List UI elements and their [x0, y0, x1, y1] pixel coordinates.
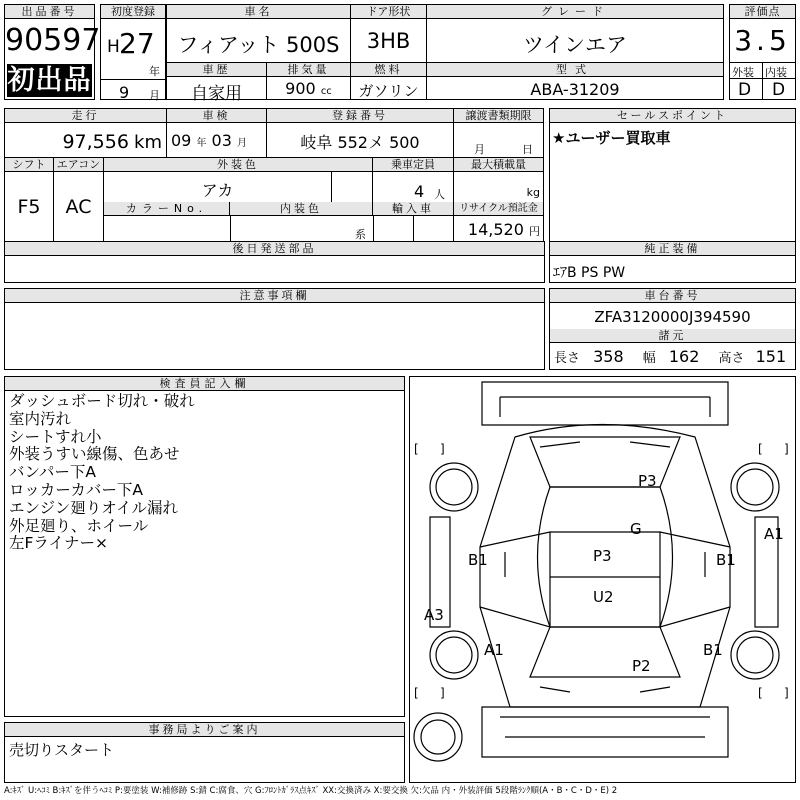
model-box: [426, 62, 724, 100]
transfer-day-unit: 日: [522, 143, 533, 156]
inspection-box: [166, 108, 267, 158]
length-label: 長さ: [554, 351, 581, 366]
inspector-line: ダッシュボード切れ・破れ: [9, 392, 195, 410]
exterior-score-label: 外装: [732, 66, 754, 79]
score-label: 評価点: [730, 5, 795, 19]
svg-text:[: [: [758, 442, 763, 456]
recycle-label: リサイクル預託金: [454, 202, 543, 216]
grade-box: [426, 4, 724, 63]
lot-box: [4, 4, 101, 100]
inspection-label: 車検: [167, 109, 266, 123]
svg-text:]: ]: [784, 686, 789, 700]
chassis-box: [549, 288, 796, 370]
interior-color-label: 内装色: [230, 202, 373, 216]
lot-label: 出品番号: [5, 5, 94, 19]
door-value: 3HB: [366, 29, 411, 53]
inspector-lines: [5, 391, 404, 553]
office-notice-value: 売切りスタート: [9, 741, 115, 759]
transfer-box: [453, 108, 544, 158]
displacement-label: 排気量: [267, 63, 350, 77]
model-value: ABA-31209: [530, 80, 620, 99]
damage-mark-right-door: B1: [716, 551, 736, 569]
inspector-line: バンパー下A: [9, 463, 97, 482]
transfer-month-unit: 月: [474, 143, 485, 156]
genuine-equipment-box: [549, 241, 796, 283]
car-name-value: フィアット 500S: [177, 33, 340, 57]
recycle-unit: 円: [529, 225, 540, 238]
exterior-score: D: [738, 80, 752, 100]
first-reg-month: 9: [119, 83, 130, 102]
height-label: 高さ: [718, 351, 745, 366]
wheel-front-right: [731, 463, 779, 511]
car-history-label: 車歴: [167, 63, 266, 77]
inspection-year: 09: [171, 131, 192, 150]
inspection-year-unit: 年: [196, 138, 207, 149]
first-registration-box: [100, 4, 166, 100]
condition-diagram: [409, 376, 796, 783]
svg-text:]: ]: [440, 686, 445, 700]
svg-text:[: [: [414, 686, 419, 700]
first-listing-badge: 初出品: [7, 65, 92, 96]
chassis-label: 車台番号: [550, 289, 795, 303]
max-load-unit: kg: [526, 186, 540, 199]
car-outline-diagram: [410, 377, 795, 782]
car-name-box: [166, 4, 351, 63]
fuel-label: 燃料: [351, 63, 426, 77]
selling-point-value: ★ユーザー買取車: [552, 129, 671, 147]
mileage-label: 走行: [5, 109, 166, 123]
mileage-box: [4, 108, 167, 158]
wheel-front-left: [430, 463, 478, 511]
genuine-equipment-label: 純正装備: [550, 242, 795, 256]
fuel-box: [350, 62, 427, 100]
damage-mark-right-rear: B1: [703, 641, 723, 659]
registration-value: 岐阜 552メ 500: [300, 133, 420, 152]
office-notice-box: [4, 722, 405, 783]
office-notice-label: 事務局よりご案内: [5, 723, 404, 737]
inspector-line: シートすれ小: [9, 427, 102, 446]
mileage-value: 97,556: [62, 131, 129, 153]
fuel-value: ガソリン: [358, 82, 419, 100]
svg-text:[: [: [414, 442, 419, 456]
damage-mark-hood: P3: [638, 472, 657, 490]
inspector-label: 検査員記入欄: [5, 377, 404, 391]
wheel-spare: [414, 713, 462, 761]
registration-box: [266, 108, 454, 158]
svg-text:[: [: [758, 686, 763, 700]
score-value: 3.5: [734, 24, 791, 57]
chassis-value: ZFA3120000J394590: [594, 308, 751, 326]
aircon-value: AC: [65, 196, 92, 218]
inspector-line: 左Fライナー×: [9, 534, 108, 553]
legend-text: A:ｷｽﾞ U:ﾍｺﾐ B:ｷｽﾞを伴うﾍｺﾐ P:要塗装 W:補修跡 S:錆 C:腐食、穴 G:ﾌﾛﾝﾄｶﾞﾗｽ点ｷｽﾞ XX:交換済み X:要交換 欠:欠品 内・外装評価 5段階ﾗﾝｸ順(A・B・C・D・E) 2: [4, 786, 618, 796]
displacement-value: 900: [285, 79, 316, 98]
exterior-color-value: アカ: [201, 181, 234, 200]
inspection-month-unit: 月: [237, 138, 247, 149]
car-history-value: 自家用: [191, 84, 242, 104]
interior-color-unit: 系: [355, 228, 366, 241]
first-reg-year-unit: 年: [149, 65, 160, 78]
damage-mark-rear-roof: U2: [593, 588, 614, 606]
load-recycle-box: [453, 157, 544, 242]
color-no-label: カラーNo.: [104, 202, 230, 216]
inspector-line: 外足廻り、ホイール: [9, 516, 149, 535]
width-label: 幅: [642, 351, 656, 366]
damage-mark-right-fender: A1: [764, 525, 784, 543]
grade-label: グレード: [427, 5, 723, 19]
inspector-line: 外装うすい線傷、色あせ: [9, 445, 180, 464]
length-value: 358: [593, 347, 624, 366]
inspector-line: 室内汚れ: [9, 409, 72, 428]
registration-label: 登録番号: [267, 109, 453, 123]
first-registration-label: 初度登録: [101, 5, 165, 19]
color-area: [103, 157, 454, 242]
door-box: [350, 4, 427, 63]
damage-mark-left-rocker: A3: [424, 606, 444, 624]
recycle-value: 14,520: [467, 220, 524, 239]
damage-mark-roof: P3: [593, 547, 612, 565]
damage-mark-left-rear: A1: [484, 641, 504, 659]
shift-label: シフト: [5, 158, 53, 172]
exterior-color-label: 外装色: [104, 158, 372, 172]
interior-score: D: [772, 80, 786, 100]
max-load-label: 最大積載量: [454, 158, 543, 172]
lot-number: 90597: [5, 23, 101, 58]
damage-mark-windshield: G: [630, 520, 642, 538]
shift-value: F5: [17, 196, 41, 218]
capacity-label: 乗車定員: [373, 158, 453, 172]
first-reg-month-unit: 月: [149, 89, 160, 102]
svg-text:]: ]: [440, 442, 445, 456]
import-car-label: 輸入車: [373, 202, 453, 216]
later-parts-label: 後日発送部品: [5, 242, 544, 256]
inspector-line: エンジン廻りオイル漏れ: [9, 498, 178, 517]
later-parts-box: [4, 241, 545, 283]
car-history-box: [166, 62, 267, 104]
wheel-rear-right: [731, 631, 779, 679]
mileage-unit: km: [134, 132, 162, 153]
dims-label: 諸元: [550, 329, 795, 343]
car-name-label: 車名: [167, 5, 350, 19]
displacement-unit: cc: [320, 86, 332, 97]
wheel-rear-left: [430, 631, 478, 679]
damage-mark-left-door: B1: [468, 551, 488, 569]
selling-point-label: セールスポイント: [550, 109, 795, 123]
capacity-unit: 人: [434, 188, 445, 201]
selling-point-box: [549, 108, 796, 242]
aircon-label: エアコン: [54, 158, 103, 172]
capacity-value: 4: [414, 182, 425, 201]
inspector-box: [4, 376, 405, 717]
inspection-month: 03: [211, 131, 232, 150]
height-value: 151: [755, 347, 787, 366]
transfer-label: 譲渡書類期限: [454, 109, 543, 123]
notes-box: [4, 288, 545, 370]
grade-value: ツインエア: [523, 33, 627, 57]
shift-box: [4, 157, 54, 242]
era: H: [107, 37, 120, 57]
inspector-line: ロッカーカバー下A: [9, 480, 143, 499]
svg-text:]: ]: [784, 442, 789, 456]
displacement-box: [266, 62, 351, 100]
aircon-box: [53, 157, 104, 242]
interior-score-label: 内装: [765, 66, 787, 79]
notes-label: 注意事項欄: [5, 289, 544, 303]
model-label: 型式: [427, 63, 723, 77]
width-value: 162: [668, 347, 700, 366]
genuine-equipment-value: ｴｱB PS PW: [553, 265, 626, 281]
door-label: ドア形状: [351, 5, 426, 19]
damage-mark-rear: P2: [632, 657, 651, 675]
first-reg-year: 27: [119, 27, 155, 60]
score-box: [729, 4, 796, 100]
